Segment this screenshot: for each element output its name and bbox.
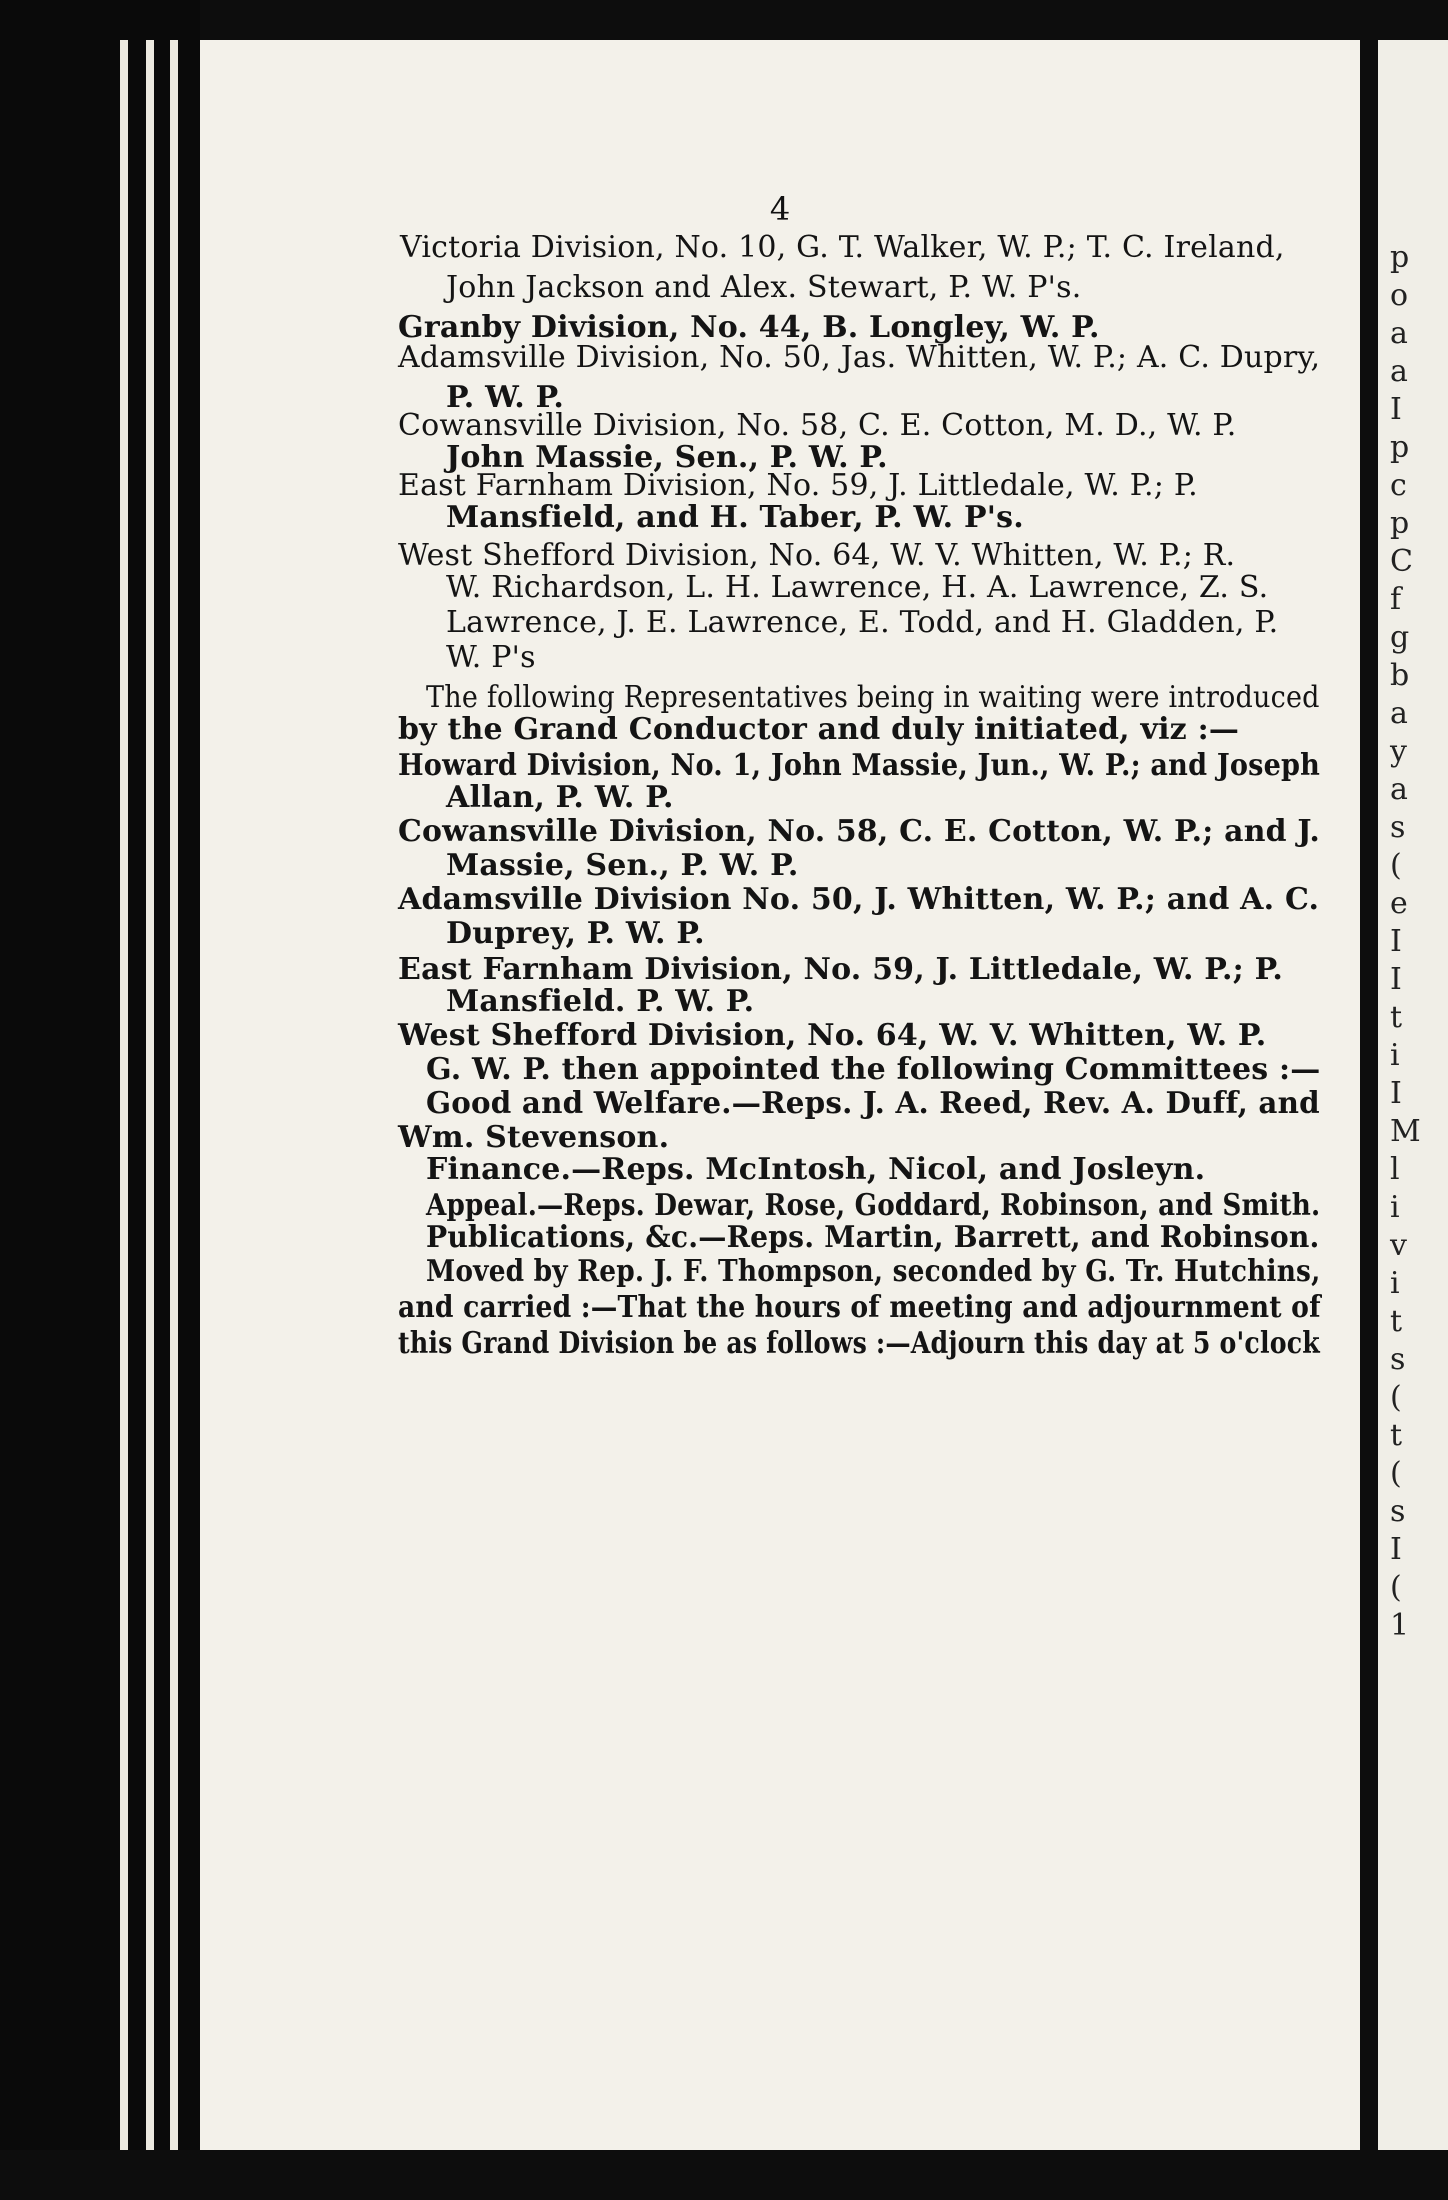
- text-line: Mansfield, and H. Taber, P. W. P's.: [446, 500, 1024, 535]
- text-line: Moved by Rep. J. F. Thompson, seconded by G. Tr. Hutchins,: [426, 1254, 1321, 1289]
- facing-page-letter: o: [1390, 278, 1409, 313]
- facing-page-letter: I: [1390, 1532, 1402, 1567]
- text-line: Good and Welfare.—Reps. J. A. Reed, Rev. A. Duff, and: [426, 1086, 1320, 1121]
- text-line: W. P's: [446, 640, 536, 675]
- facing-page-letter: (: [1390, 848, 1402, 883]
- facing-page-letter: I: [1390, 1076, 1402, 1111]
- facing-page-letter: v: [1390, 1228, 1407, 1263]
- facing-page-letter: s: [1390, 1342, 1406, 1377]
- text-line: The following Representatives being in waiting were introduced: [426, 680, 1320, 715]
- text-line: Publications, &c.—Reps. Martin, Barrett, and Robinson.: [426, 1220, 1320, 1255]
- text-line: Cowansville Division, No. 58, C. E. Cotton, W. P.; and J.: [398, 814, 1321, 849]
- facing-page-letter: y: [1390, 734, 1407, 769]
- facing-page-letter: p: [1390, 240, 1410, 275]
- text-line: P. W. P.: [446, 380, 565, 415]
- facing-page-letter: t: [1390, 1304, 1403, 1339]
- text-line: Duprey, P. W. P.: [446, 916, 705, 951]
- facing-page-letter: 1: [1390, 1608, 1410, 1643]
- text-line: Finance.—Reps. McIntosh, Nicol, and Josleyn.: [426, 1152, 1206, 1187]
- facing-page-letter: l: [1390, 1152, 1400, 1187]
- text-line: Howard Division, No. 1, John Massie, Jun., W. P.; and Joseph: [398, 748, 1321, 783]
- text-line: by the Grand Conductor and duly initiated, viz :—: [398, 712, 1240, 747]
- facing-page-letter: g: [1390, 620, 1410, 655]
- page-gutter: [1360, 40, 1378, 2150]
- text-line: this Grand Division be as follows :—Adjourn this day at 5 o'clock: [398, 1326, 1320, 1361]
- facing-page-letter: (: [1390, 1456, 1402, 1491]
- document-page: [200, 40, 1360, 2150]
- facing-page-letter: i: [1390, 1266, 1400, 1301]
- facing-page-letter: t: [1390, 1000, 1403, 1035]
- book-binding: [0, 0, 200, 2200]
- facing-page-letter: p: [1390, 506, 1410, 541]
- scan-border-top: [0, 0, 1448, 40]
- facing-page-letter: a: [1390, 696, 1408, 731]
- text-line: West Shefford Division, No. 64, W. V. Whitten, W. P.; R.: [398, 538, 1236, 573]
- text-line: Granby Division, No. 44, B. Longley, W. P.: [398, 310, 1100, 345]
- facing-page-letter: I: [1390, 924, 1402, 959]
- facing-page-letter: a: [1390, 316, 1408, 351]
- facing-page-letter: a: [1390, 772, 1408, 807]
- facing-page-letter: C: [1390, 544, 1413, 579]
- page-number: 4: [769, 190, 791, 228]
- facing-page-letter: s: [1390, 810, 1406, 845]
- text-line: Victoria Division, No. 10, G. T. Walker, W. P.; T. C. Ireland,: [400, 230, 1285, 265]
- facing-page-letter: p: [1390, 430, 1410, 465]
- binding-edge-3: [170, 40, 178, 2160]
- text-line: G. W. P. then appointed the following Committees :—: [426, 1052, 1321, 1087]
- text-line: Appeal.—Reps. Dewar, Rose, Goddard, Robinson, and Smith.: [426, 1188, 1321, 1223]
- text-line: West Shefford Division, No. 64, W. V. Whitten, W. P.: [398, 1018, 1267, 1053]
- facing-page-letter: a: [1390, 354, 1408, 389]
- facing-page-letter: M: [1390, 1114, 1421, 1149]
- text-line: W. Richardson, L. H. Lawrence, H. A. Lawrence, Z. S.: [446, 570, 1269, 605]
- text-line: East Farnham Division, No. 59, J. Littledale, W. P.; P.: [398, 952, 1284, 987]
- scan-border-bottom: [0, 2150, 1448, 2200]
- facing-page-letter: i: [1390, 1038, 1400, 1073]
- facing-page-letter: (: [1390, 1380, 1402, 1415]
- binding-edge-1: [120, 40, 128, 2160]
- text-line: Wm. Stevenson.: [398, 1120, 670, 1155]
- text-line: Cowansville Division, No. 58, C. E. Cotton, M. D., W. P.: [398, 408, 1237, 443]
- facing-page-letter: c: [1390, 468, 1407, 503]
- binding-edge-2: [146, 40, 154, 2160]
- text-line: Adamsville Division, No. 50, Jas. Whitten, W. P.; A. C. Dupry,: [398, 340, 1321, 375]
- facing-page-letter: f: [1390, 582, 1402, 617]
- text-line: and carried :—That the hours of meeting and adjournment of: [398, 1290, 1321, 1325]
- facing-page-letter: (: [1390, 1570, 1402, 1605]
- facing-page-letter: e: [1390, 886, 1408, 921]
- text-line: Massie, Sen., P. W. P.: [446, 848, 799, 883]
- facing-page-edge: [1378, 40, 1448, 2150]
- facing-page-letter: I: [1390, 392, 1402, 427]
- facing-page-letter: t: [1390, 1418, 1403, 1453]
- facing-page-letter: I: [1390, 962, 1402, 997]
- facing-page-letter: b: [1390, 658, 1410, 693]
- text-line: John Jackson and Alex. Stewart, P. W. P's.: [446, 270, 1082, 305]
- text-line: East Farnham Division, No. 59, J. Littledale, W. P.; P.: [398, 468, 1198, 503]
- text-line: Lawrence, J. E. Lawrence, E. Todd, and H. Gladden, P.: [446, 605, 1279, 640]
- text-line: Mansfield. P. W. P.: [446, 984, 755, 1019]
- text-line: John Massie, Sen., P. W. P.: [446, 440, 888, 475]
- text-line: Allan, P. W. P.: [446, 780, 674, 815]
- facing-page-letter: s: [1390, 1494, 1406, 1529]
- text-line: Adamsville Division No. 50, J. Whitten, W. P.; and A. C.: [398, 882, 1320, 917]
- facing-page-letter: i: [1390, 1190, 1400, 1225]
